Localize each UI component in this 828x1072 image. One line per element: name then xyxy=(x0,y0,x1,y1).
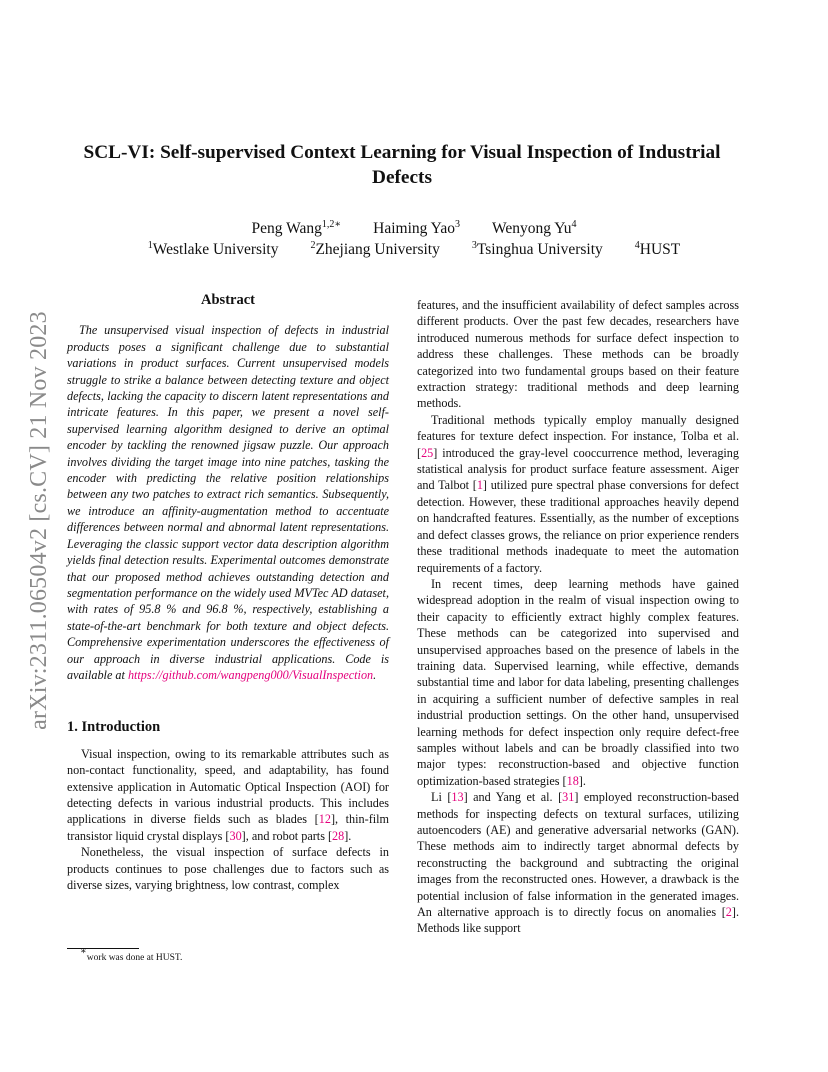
text-run: Traditional methods typically employ manually designed features for texture defect inspection. For instance, Tolba et al. [ xyxy=(417,412,739,460)
text-run: Li [ xyxy=(431,790,452,805)
text-run: ]. xyxy=(578,773,586,788)
paragraph xyxy=(67,746,389,844)
citation-link[interactable]: 25 xyxy=(421,445,434,460)
text-run: ]. xyxy=(344,828,352,843)
citation-link[interactable]: 1 xyxy=(476,478,483,493)
text-run: Visual inspection, owing to its remarkable attributes such as non-contact functionality, speed, and adaptability, has found extensive application in Automatic Optical Inspection (AOI) for detecting defects in various industrial products. This includes applications in diverse fields such as blades [ xyxy=(67,746,389,827)
arxiv-side-stamp xyxy=(22,280,56,760)
abstract-heading: Abstract xyxy=(201,292,255,308)
author: Peng Wang$^{1,2∗}$ xyxy=(251,219,342,237)
affiliation-list xyxy=(100,239,728,260)
text-run: ] utilized pure spectral phase conversions for defect detection. However, these traditional approaches heavily depend on handcrafted features. Essentially, as the number of exceptions and defect classes grows, the reliance on prior experience renders these traditional methods inadequate to meet the automation requirements of a factory. xyxy=(417,478,739,575)
citation-link[interactable]: 13 xyxy=(451,790,464,805)
affiliation: $^2$Zhejiang University xyxy=(310,240,440,258)
affiliation: $^4$HUST xyxy=(634,240,681,258)
text-run: In recent times, deep learning methods have gained widespread adoption in the realm of visual inspection owing to their capacity to efficiently extract highly complex features. These methods can be categorized into supervised and unsupervised approaches based on the presence of labels in the training data. Supervised learning, while effective, demands substantial time and labor for data labeling, presenting challenges in acquiring a sufficient number of defective samples in real industrial production settings. On the other hand, unsupervised learning methods for defect inspection only require defect-free samples without labels and can be broadly classified into two major types: reconstruction-based and objective function optimization-based strategies [ xyxy=(417,576,739,788)
abstract-text: The unsupervised visual inspection of defects in industrial products poses a significant challenge due to substantial variations in product surfaces. Current unsupervised models struggle to strike a balance between detecting texture and object defects, lacking the capacity to discern latent representations and intricate features. In this paper, we present a novel self-supervised learning algorithm designed to derive an optimal encoder by tackling the renowned jigsaw puzzle. Our approach involves dividing the target image into nine patches, tasking the encoder with predicting the relative position relationships between any two patches to extract rich semantics. Subsequently, we introduce an affinity-augmentation method to accentuate differences between normal and abnormal latent representations. Leveraging the classic support vector data description algorithm yields final detection results. Experimental outcomes demonstrate that our proposed method achieves outstanding detection and segmentation performance on the widely used MVTec AD dataset, with rates of 95.8 % and 96.8 %, respectively, establishing a state-of-the-art benchmark for both texture and object defects. Comprehensive experimentation underscores the effectiveness of our approach in diverse industrial applications. Code is available at https://github.com/wangpeng000/VisualInspection. xyxy=(67,323,389,682)
citation-link[interactable]: 28 xyxy=(332,828,345,843)
text-run: ], thin-film transistor liquid crystal displays [ xyxy=(67,812,390,843)
footnote: ∗work was done at HUST. xyxy=(80,946,183,963)
text-run: ] and Yang et al. [ xyxy=(463,790,563,805)
citation-link[interactable]: 18 xyxy=(566,773,579,788)
paragraph xyxy=(417,412,739,576)
text-run: ] introduced the gray-level cooccurrence method, leveraging statistical analysis for product surface feature assessment. Aiger and Talbot [ xyxy=(417,445,739,493)
paragraph xyxy=(417,576,739,789)
citation-link[interactable]: 2 xyxy=(725,905,732,920)
paragraph: Nonetheless, the visual inspection of surface defects in products continues to pose challenges due to factors such as diverse sizes, varying brightness, low contrast, complex xyxy=(67,845,389,892)
code-link[interactable]: https://github.com/wangpeng000/VisualInspection xyxy=(127,667,374,682)
paragraph: features, and the insufficient availability of defect samples across different products. Over the past few decades, researchers have introduced numerous methods for surface defect inspection to address these challenges. These methods can be broadly categorized into two fundamental groups based on their feature extraction strategy: traditional methods and deep learning methods. xyxy=(417,298,739,411)
arxiv-identifier: arXiv:2311.06504v2 [cs.CV] 21 Nov 2023 xyxy=(25,310,52,730)
left-column xyxy=(67,292,389,893)
right-column xyxy=(417,297,739,937)
author: Wenyong Yu$^4$ xyxy=(491,219,577,237)
affiliation: $^1$Westlake University xyxy=(147,240,279,258)
citation-link[interactable]: 12 xyxy=(318,812,331,827)
footnote-rule xyxy=(67,948,139,949)
paragraph xyxy=(417,789,739,937)
citation-link[interactable]: 31 xyxy=(562,790,575,805)
paper-title: SCL-VI: Self-supervised Context Learning for Visual Inspection of Industrial Defects xyxy=(83,142,721,188)
author-block xyxy=(100,218,728,260)
author: Haiming Yao$^3$ xyxy=(373,219,460,237)
section-heading-introduction: 1. Introduction xyxy=(67,719,161,736)
text-run: ] employed reconstruction-based methods for inspecting defects on textural surfaces, utilizing autoencoders (AE) and generative adversarial networks (GAN). These methods aim to indirectly target abnormal defects by reconstructing the background and subtracting the original images from the reconstructed ones. However, a drawback is the potential inclusion of false information in the generated images. An alternative approach is to directly focus on anomalies [ xyxy=(417,790,739,920)
affiliation: $^3$Tsinghua University xyxy=(471,240,603,258)
text-run: ], and robot parts [ xyxy=(241,828,333,843)
citation-link[interactable]: 30 xyxy=(229,828,242,843)
author-list xyxy=(100,218,728,239)
text-run: ]. Methods like support xyxy=(417,905,739,936)
